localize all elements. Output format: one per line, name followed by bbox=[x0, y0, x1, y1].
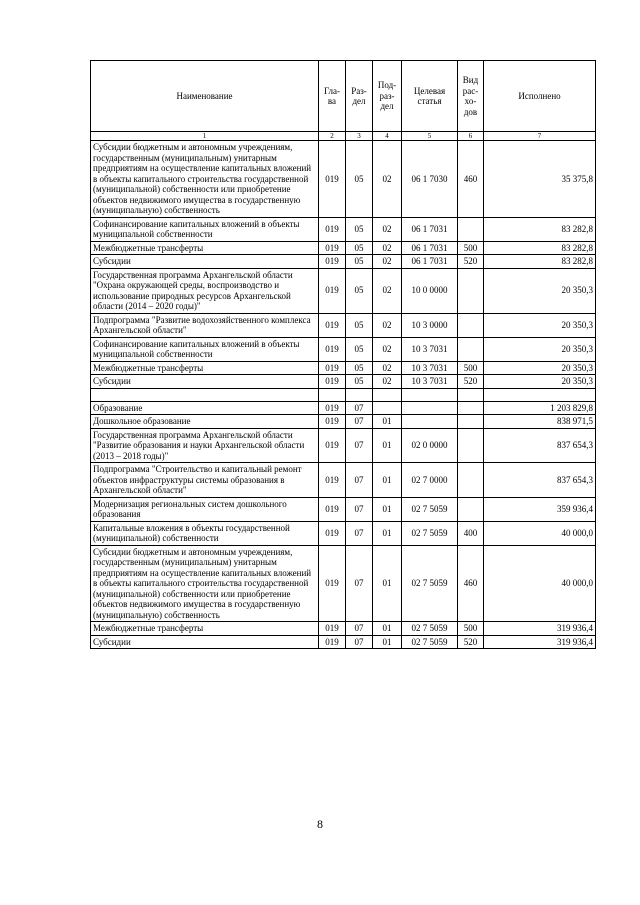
row-vid-cell: 500 bbox=[458, 622, 484, 636]
budget-execution-table bbox=[90, 60, 596, 649]
row-name-cell: Субсидии bbox=[91, 375, 319, 389]
row-podrazdel-cell bbox=[373, 388, 402, 401]
row-razdel-cell: 07 bbox=[346, 545, 373, 622]
row-statya-cell: 02 7 5059 bbox=[402, 635, 458, 649]
row-glava-cell: 019 bbox=[319, 497, 346, 521]
row-vid-cell: 500 bbox=[458, 241, 484, 255]
row-vid-cell bbox=[458, 217, 484, 241]
row-glava-cell: 019 bbox=[319, 241, 346, 255]
row-statya-cell: 02 0 0000 bbox=[402, 428, 458, 463]
row-razdel-cell bbox=[346, 388, 373, 401]
table-row bbox=[91, 388, 596, 401]
row-name-cell: Софинансирование капитальных вложений в объекты муниципальной собственности bbox=[91, 217, 319, 241]
row-glava-cell: 019 bbox=[319, 428, 346, 463]
row-podrazdel-cell: 02 bbox=[373, 361, 402, 375]
row-podrazdel-cell: 01 bbox=[373, 497, 402, 521]
row-glava-cell: 019 bbox=[319, 313, 346, 337]
row-amount-cell: 20 350,3 bbox=[484, 361, 596, 375]
header-vid: Вид рас-хо-дов bbox=[458, 61, 484, 132]
table-row bbox=[91, 241, 596, 255]
row-glava-cell: 019 bbox=[319, 401, 346, 415]
row-razdel-cell: 05 bbox=[346, 361, 373, 375]
table-row bbox=[91, 497, 596, 521]
row-podrazdel-cell: 01 bbox=[373, 463, 402, 498]
table-body bbox=[91, 141, 596, 649]
header-amount: Исполнено bbox=[484, 61, 596, 132]
table-row bbox=[91, 428, 596, 463]
table-row bbox=[91, 217, 596, 241]
table-row bbox=[91, 337, 596, 361]
row-amount-cell: 319 936,4 bbox=[484, 622, 596, 636]
row-statya-cell: 02 7 5059 bbox=[402, 545, 458, 622]
table-row bbox=[91, 622, 596, 636]
row-name-cell: Межбюджетные трансферты bbox=[91, 622, 319, 636]
row-razdel-cell: 07 bbox=[346, 622, 373, 636]
row-glava-cell: 019 bbox=[319, 337, 346, 361]
row-vid-cell bbox=[458, 268, 484, 313]
table-row bbox=[91, 415, 596, 429]
row-podrazdel-cell: 01 bbox=[373, 428, 402, 463]
row-statya-cell bbox=[402, 401, 458, 415]
row-statya-cell: 02 7 0000 bbox=[402, 463, 458, 498]
row-podrazdel-cell bbox=[373, 401, 402, 415]
row-glava-cell: 019 bbox=[319, 463, 346, 498]
row-vid-cell: 460 bbox=[458, 545, 484, 622]
row-statya-cell: 10 3 0000 bbox=[402, 313, 458, 337]
column-number: 5 bbox=[402, 132, 458, 141]
row-vid-cell bbox=[458, 388, 484, 401]
row-amount-cell: 40 000,0 bbox=[484, 545, 596, 622]
row-amount-cell: 83 282,8 bbox=[484, 217, 596, 241]
row-podrazdel-cell: 01 bbox=[373, 521, 402, 545]
row-glava-cell: 019 bbox=[319, 217, 346, 241]
row-razdel-cell: 05 bbox=[346, 141, 373, 218]
row-vid-cell: 520 bbox=[458, 255, 484, 269]
row-name-cell: Образование bbox=[91, 401, 319, 415]
column-number: 1 bbox=[91, 132, 319, 141]
row-name-cell: Субсидии bbox=[91, 255, 319, 269]
row-name-cell bbox=[91, 388, 319, 401]
row-vid-cell bbox=[458, 401, 484, 415]
row-vid-cell: 520 bbox=[458, 375, 484, 389]
row-name-cell: Межбюджетные трансферты bbox=[91, 361, 319, 375]
row-razdel-cell: 05 bbox=[346, 375, 373, 389]
row-statya-cell: 06 1 7031 bbox=[402, 217, 458, 241]
row-razdel-cell: 07 bbox=[346, 635, 373, 649]
table-row bbox=[91, 521, 596, 545]
row-name-cell: Дошкольное образование bbox=[91, 415, 319, 429]
row-razdel-cell: 05 bbox=[346, 337, 373, 361]
row-podrazdel-cell: 01 bbox=[373, 545, 402, 622]
row-podrazdel-cell: 01 bbox=[373, 622, 402, 636]
row-podrazdel-cell: 02 bbox=[373, 337, 402, 361]
row-vid-cell bbox=[458, 497, 484, 521]
row-glava-cell: 019 bbox=[319, 521, 346, 545]
row-name-cell: Софинансирование капитальных вложений в объекты муниципальной собственности bbox=[91, 337, 319, 361]
row-statya-cell bbox=[402, 388, 458, 401]
column-number: 2 bbox=[319, 132, 346, 141]
row-vid-cell bbox=[458, 428, 484, 463]
row-name-cell: Модернизация региональных систем дошкольного образования bbox=[91, 497, 319, 521]
header-podrazdel: Под-раз-дел bbox=[373, 61, 402, 132]
row-podrazdel-cell: 01 bbox=[373, 635, 402, 649]
row-statya-cell bbox=[402, 415, 458, 429]
row-amount-cell: 837 654,3 bbox=[484, 428, 596, 463]
table-row bbox=[91, 361, 596, 375]
header-name: Наименование bbox=[91, 61, 319, 132]
row-vid-cell: 400 bbox=[458, 521, 484, 545]
row-razdel-cell: 05 bbox=[346, 241, 373, 255]
row-podrazdel-cell: 01 bbox=[373, 415, 402, 429]
row-statya-cell: 02 7 5059 bbox=[402, 497, 458, 521]
row-name-cell: Подпрограмма "Строительство и капитальный ремонт объектов инфраструктуры системы образования в Архангельской области" bbox=[91, 463, 319, 498]
row-razdel-cell: 07 bbox=[346, 415, 373, 429]
row-vid-cell bbox=[458, 313, 484, 337]
column-number-row bbox=[91, 132, 596, 141]
row-vid-cell bbox=[458, 463, 484, 498]
row-glava-cell: 019 bbox=[319, 545, 346, 622]
row-razdel-cell: 07 bbox=[346, 401, 373, 415]
table-row bbox=[91, 401, 596, 415]
row-razdel-cell: 07 bbox=[346, 521, 373, 545]
row-name-cell: Субсидии bbox=[91, 635, 319, 649]
table-row bbox=[91, 463, 596, 498]
row-glava-cell: 019 bbox=[319, 268, 346, 313]
row-statya-cell: 10 3 7031 bbox=[402, 375, 458, 389]
row-amount-cell: 20 350,3 bbox=[484, 375, 596, 389]
row-razdel-cell: 05 bbox=[346, 217, 373, 241]
row-statya-cell: 06 1 7031 bbox=[402, 255, 458, 269]
row-glava-cell: 019 bbox=[319, 635, 346, 649]
table-row bbox=[91, 375, 596, 389]
row-name-cell: Субсидии бюджетным и автономным учреждениям, государственным (муниципальным) унитарным предприятиям на осуществление капитальных вложений в объекты капитального строительства государственной (муниципальной) собственности или приобретение объектов недвижимого имущества в государственную (муниципальную) собственность bbox=[91, 141, 319, 218]
row-name-cell: Субсидии бюджетным и автономным учреждениям, государственным (муниципальным) унитарным предприятиям на осуществление капитальных вложений в объекты капитального строительства государственной (муниципальной) собственности или приобретение объектов недвижимого имущества в государственную (муниципальную) собственность bbox=[91, 545, 319, 622]
row-vid-cell bbox=[458, 337, 484, 361]
row-statya-cell: 02 7 5059 bbox=[402, 521, 458, 545]
row-name-cell: Межбюджетные трансферты bbox=[91, 241, 319, 255]
row-podrazdel-cell: 02 bbox=[373, 141, 402, 218]
row-vid-cell: 520 bbox=[458, 635, 484, 649]
row-razdel-cell: 07 bbox=[346, 463, 373, 498]
row-glava-cell: 019 bbox=[319, 141, 346, 218]
row-statya-cell: 02 7 5059 bbox=[402, 622, 458, 636]
row-podrazdel-cell: 02 bbox=[373, 268, 402, 313]
row-amount-cell: 359 936,4 bbox=[484, 497, 596, 521]
row-amount-cell: 40 000,0 bbox=[484, 521, 596, 545]
row-amount-cell: 20 350,3 bbox=[484, 313, 596, 337]
row-amount-cell: 35 375,8 bbox=[484, 141, 596, 218]
column-number: 6 bbox=[458, 132, 484, 141]
row-podrazdel-cell: 02 bbox=[373, 255, 402, 269]
row-podrazdel-cell: 02 bbox=[373, 241, 402, 255]
column-number: 7 bbox=[484, 132, 596, 141]
row-podrazdel-cell: 02 bbox=[373, 375, 402, 389]
row-statya-cell: 10 3 7031 bbox=[402, 337, 458, 361]
column-number: 3 bbox=[346, 132, 373, 141]
table-row bbox=[91, 255, 596, 269]
header-statya: Целевая статья bbox=[402, 61, 458, 132]
table-row bbox=[91, 545, 596, 622]
row-vid-cell bbox=[458, 415, 484, 429]
row-glava-cell: 019 bbox=[319, 255, 346, 269]
table-row bbox=[91, 268, 596, 313]
row-name-cell: Подпрограмма "Развитие водохозяйственного комплекса Архангельской области" bbox=[91, 313, 319, 337]
row-statya-cell: 10 0 0000 bbox=[402, 268, 458, 313]
row-name-cell: Капитальные вложения в объекты государственной (муниципальной) собственности bbox=[91, 521, 319, 545]
header-razdel: Раз-дел bbox=[346, 61, 373, 132]
table-row bbox=[91, 635, 596, 649]
row-name-cell: Государственная программа Архангельской области "Развитие образования и науки Архангельской области (2013 – 2018 годы)" bbox=[91, 428, 319, 463]
row-name-cell: Государственная программа Архангельской области "Охрана окружающей среды, воспроизводство и использование природных ресурсов Архангельской области (2014 – 2020 годы)" bbox=[91, 268, 319, 313]
row-amount-cell bbox=[484, 388, 596, 401]
row-amount-cell: 319 936,4 bbox=[484, 635, 596, 649]
row-razdel-cell: 07 bbox=[346, 497, 373, 521]
row-amount-cell: 20 350,3 bbox=[484, 337, 596, 361]
row-amount-cell: 83 282,8 bbox=[484, 241, 596, 255]
row-vid-cell: 460 bbox=[458, 141, 484, 218]
row-statya-cell: 06 1 7031 bbox=[402, 241, 458, 255]
table-row bbox=[91, 313, 596, 337]
header-glava: Гла-ва bbox=[319, 61, 346, 132]
row-glava-cell: 019 bbox=[319, 361, 346, 375]
row-razdel-cell: 05 bbox=[346, 255, 373, 269]
row-amount-cell: 20 350,3 bbox=[484, 268, 596, 313]
row-amount-cell: 83 282,8 bbox=[484, 255, 596, 269]
row-razdel-cell: 05 bbox=[346, 313, 373, 337]
table-header-row bbox=[91, 61, 596, 132]
row-amount-cell: 1 203 829,8 bbox=[484, 401, 596, 415]
row-statya-cell: 06 1 7030 bbox=[402, 141, 458, 218]
row-razdel-cell: 05 bbox=[346, 268, 373, 313]
row-glava-cell: 019 bbox=[319, 375, 346, 389]
row-statya-cell: 10 3 7031 bbox=[402, 361, 458, 375]
row-amount-cell: 838 971,5 bbox=[484, 415, 596, 429]
row-glava-cell bbox=[319, 388, 346, 401]
row-podrazdel-cell: 02 bbox=[373, 217, 402, 241]
row-razdel-cell: 07 bbox=[346, 428, 373, 463]
row-amount-cell: 837 654,3 bbox=[484, 463, 596, 498]
table-row bbox=[91, 141, 596, 218]
row-vid-cell: 500 bbox=[458, 361, 484, 375]
row-glava-cell: 019 bbox=[319, 622, 346, 636]
column-number: 4 bbox=[373, 132, 402, 141]
row-podrazdel-cell: 02 bbox=[373, 313, 402, 337]
page-number: 8 bbox=[317, 817, 323, 831]
row-glava-cell: 019 bbox=[319, 415, 346, 429]
